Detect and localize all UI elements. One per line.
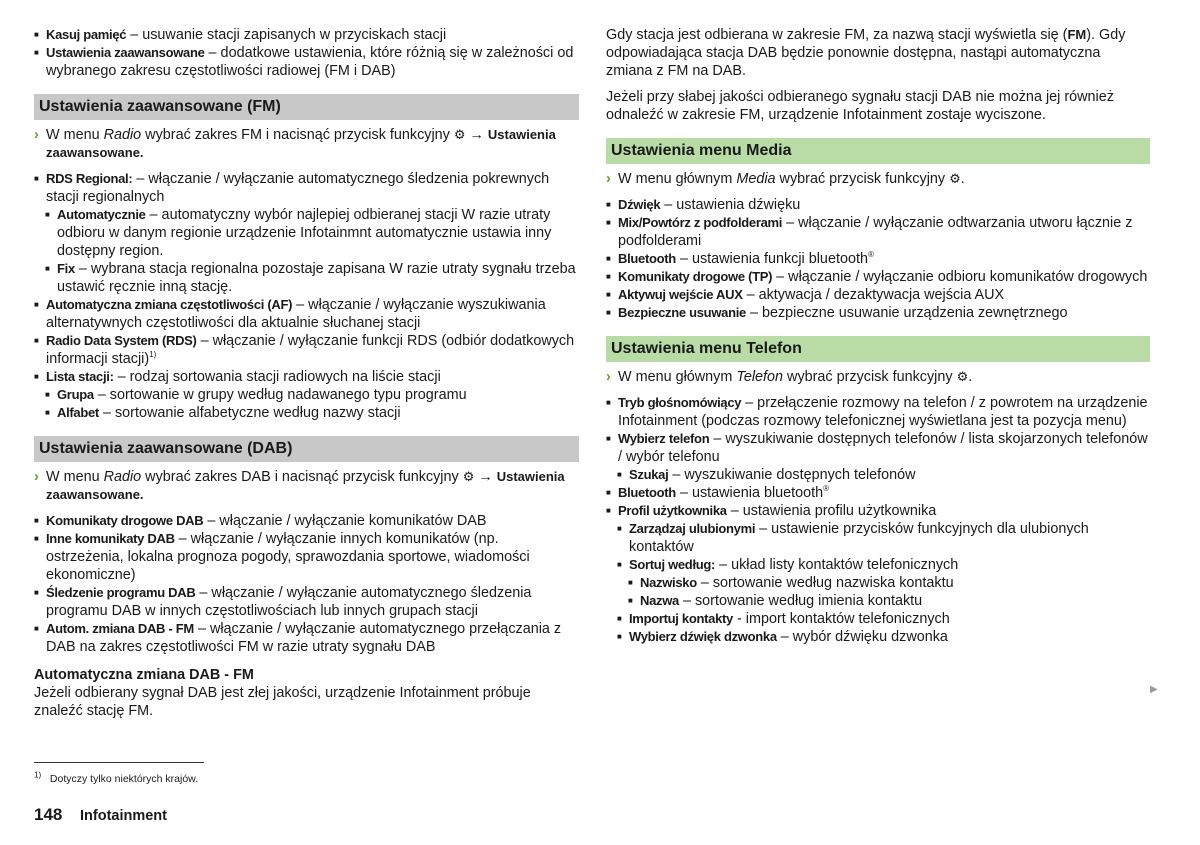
list-item: ■ Tryb głośnomówiący – przełączenie rozmowy na telefon / z powrotem na urządzenie Infotainment (podczas rozmowy telefonicznej wyświetlana jest ta pozycja menu) xyxy=(606,394,1150,430)
list-item: ■ Importuj kontakty - import kontaktów telefonicznych xyxy=(617,610,1150,628)
list-item: ■ Wybierz telefon – wyszukiwanie dostępnych telefonów / lista skojarzonych telefonów / wybór telefonu xyxy=(606,430,1150,466)
footnote-divider xyxy=(34,762,204,763)
list-item: ■ Automatycznie – automatyczny wybór najlepiej odbieranej stacji W razie utraty odbioru w danym regionie urządzenie Infotainmnt automatycznie ustawia inny dostępny region. xyxy=(45,206,579,260)
list-item: ■ Bluetooth – ustawienia funkcji bluetooth® xyxy=(606,250,1150,268)
step-instruction: › W menu głównym Telefon wybrać przycisk funkcyjny ⚙. xyxy=(606,369,973,385)
section-header-media: Ustawienia menu Media xyxy=(606,138,1150,164)
list-item: ■ Radio Data System (RDS) – włączanie / wyłączanie funkcji RDS (odbiór dodatkowych informacji stacji)$^{1)}$ xyxy=(34,332,579,368)
gear-icon: ⚙ xyxy=(453,127,466,142)
triangle-right-icon: ▶ xyxy=(1150,684,1158,695)
list-item: ■ Mix/Powtórz z podfolderami – włączanie / wyłączanie odtwarzania utworu łącznie z podfolderami xyxy=(606,214,1150,250)
list-item: ■ Bluetooth – ustawienia bluetooth® xyxy=(606,484,1150,502)
section-header-phone: Ustawienia menu Telefon xyxy=(606,336,1150,362)
section-header-dab: Ustawienia zaawansowane (DAB) xyxy=(34,436,579,462)
gear-icon: ⚙ xyxy=(462,469,475,484)
list-item: ■ Profil użytkownika – ustawienia profilu użytkownika xyxy=(606,502,1150,520)
list-item: ■ Aktywuj wejście AUX – aktywacja / dezaktywacja wejścia AUX xyxy=(606,286,1150,304)
list-item: ■ Komunikaty drogowe (TP) – włączanie / wyłączanie odbioru komunikatów drogowych xyxy=(606,268,1150,286)
right-column xyxy=(606,26,1150,646)
gear-icon: ⚙ xyxy=(949,171,961,186)
section-header-fm: Ustawienia zaawansowane (FM) xyxy=(34,94,579,120)
page-section-title: Infotainment xyxy=(80,808,167,824)
arrow-right-icon: › xyxy=(606,369,611,385)
list-item: ■ Dźwięk – ustawienia dźwięku xyxy=(606,196,1150,214)
list-item: ■ Inne komunikaty DAB – włączanie / wyłączanie innych komunikatów (np. ostrzeżenia, lokalna prognoza pogody, sprawozdania sportowe, wiadomości ekonomiczne) xyxy=(34,530,579,584)
list-item: ■ Lista stacji: – rodzaj sortowania stacji radiowych na liście stacji xyxy=(34,368,579,386)
list-item: ■ Komunikaty drogowe DAB – włączanie / wyłączanie komunikatów DAB xyxy=(34,512,579,530)
list-item: ■ Kasuj pamięć – usuwanie stacji zapisanych w przyciskach stacji xyxy=(34,26,579,44)
list-item: ■ Śledzenie programu DAB – włączanie / wyłączanie automatycznego śledzenia programu DAB w innych częstotliwościach lub innych grupach stacji xyxy=(34,584,579,620)
list-item: ■ Zarządzaj ulubionymi – ustawienie przycisków funkcyjnych dla ulubionych kontaktów xyxy=(617,520,1150,556)
list-item: ■ Wybierz dźwięk dzwonka – wybór dźwięku dzwonka xyxy=(617,628,1150,646)
list-item: ■ Nazwisko – sortowanie według nazwiska kontaktu xyxy=(628,574,1150,592)
list-item: ■ Bezpieczne usuwanie – bezpieczne usuwanie urządzenia zewnętrznego xyxy=(606,304,1150,322)
left-column xyxy=(34,26,579,720)
arrow-right-icon: › xyxy=(606,171,611,187)
list-item: ■ Fix – wybrana stacja regionalna pozostaje zapisana W razie utraty sygnału trzeba ustawić ręcznie inną stację. xyxy=(45,260,579,296)
list-item: ■ Nazwa – sortowanie według imienia kontaktu xyxy=(628,592,1150,610)
list-item: ■ RDS Regional: – włączanie / wyłączanie automatycznego śledzenia pokrewnych stacji regionalnych xyxy=(34,170,579,206)
list-item: ■ Ustawienia zaawansowane – dodatkowe ustawienia, które różnią się w zależności od wybranego zakresu częstotliwości radiowej (FM i DAB) xyxy=(34,44,579,80)
step-instruction: › W menu głównym Media wybrać przycisk funkcyjny ⚙. xyxy=(606,171,965,187)
list-item: ■ Grupa – sortowanie w grupy według nadawanego typu programu xyxy=(45,386,579,404)
step-instruction: › W menu Radio wybrać zakres DAB i nacisnąć przycisk funkcyjny ⚙ → Ustawienia zaawansowane. xyxy=(34,469,565,502)
list-item: ■ Szukaj – wyszukiwanie dostępnych telefonów xyxy=(617,466,1150,484)
list-item: ■ Sortuj według: – układ listy kontaktów telefonicznych xyxy=(617,556,1150,574)
paragraph: Jeżeli odbierany sygnał DAB jest złej jakości, urządzenie Infotainment próbuje znaleźć stację FM. xyxy=(34,685,531,719)
list-item: ■ Autom. zmiana DAB - FM – włączanie / wyłączanie automatycznego przełączania z DAB na zakres częstotliwości FM w razie utraty sygnału DAB xyxy=(34,620,579,656)
footnote: $^{1)}$ Dotyczy tylko niektórych krajów. xyxy=(34,770,199,785)
page-number: 148 xyxy=(34,805,63,824)
paragraph: Gdy stacja jest odbierana w zakresie FM, za nazwą stacji wyświetla się (FM). Gdy odpowiadająca stacja DAB będzie ponownie dostępna, nastąpi automatyczna zmiana z FM na DAB. xyxy=(606,27,1126,79)
list-item: ■ Automatyczna zmiana częstotliwości (AF) – włączanie / wyłączanie wyszukiwania alternatywnych częstotliwości dla aktualnie słuchanej stacji xyxy=(34,296,579,332)
step-instruction: › W menu Radio wybrać zakres FM i nacisnąć przycisk funkcyjny ⚙ → Ustawienia zaawansowane. xyxy=(34,127,556,160)
list-item: ■ Alfabet – sortowanie alfabetyczne według nazwy stacji xyxy=(45,404,579,422)
arrow-right-icon: › xyxy=(34,469,39,485)
subsection-title: Automatyczna zmiana DAB - FM xyxy=(34,667,254,683)
arrow-right-icon: › xyxy=(34,127,39,143)
paragraph: Jeżeli przy słabej jakości odbieranego sygnału stacji DAB nie można jej również odnaleźć w zakresie FM, urządzenie Infotainment zostaje wyciszone. xyxy=(606,89,1114,123)
gear-icon: ⚙ xyxy=(956,369,969,384)
